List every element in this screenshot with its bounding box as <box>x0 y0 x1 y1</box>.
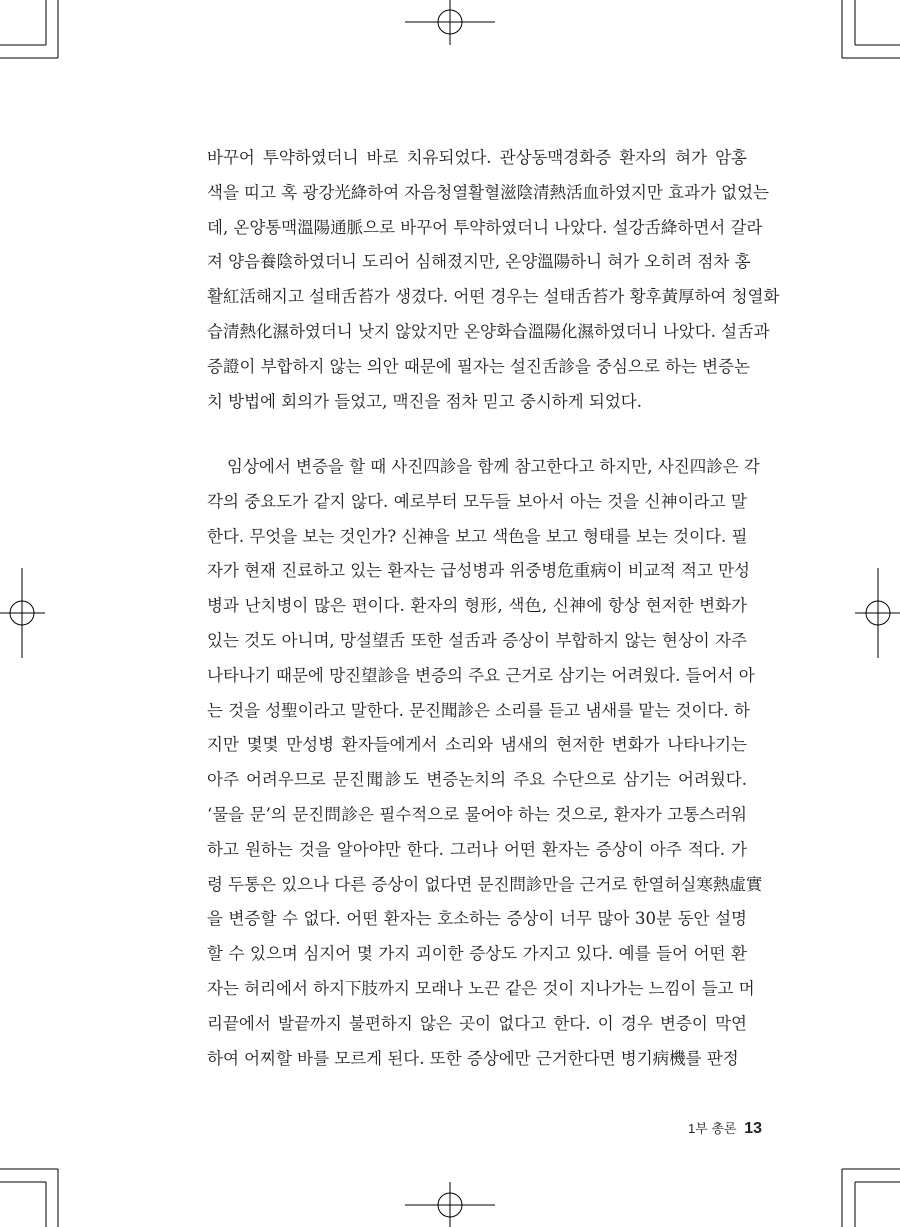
text-line: 데, 온양통맥溫陽通脈으로 바꾸어 투약하였더니 나았다. 설강舌絳하면서 갈라 <box>207 217 763 237</box>
text-line: 자가 현재 진료하고 있는 환자는 급성병과 위중병危重病이 비교적 적고 만성 <box>207 561 750 581</box>
text-line: 자는 허리에서 하지下肢까지 모래나 노끈 같은 것이 지나가는 느낌이 들고 머 <box>207 978 755 998</box>
text-line: 활紅活해지고 설태舌苔가 생겼다. 어떤 경우는 설태舌苔가 황후黃厚하여 청열화 <box>207 287 780 307</box>
text-line: 는 것을 성聖이라고 말한다. 문진聞診은 소리를 듣고 냄새를 맡는 것이다. 하 <box>207 700 750 720</box>
text-line: 색을 띠고 혹 광강光絳하여 자음청열활혈滋陰清熱活血하였지만 효과가 없었는 <box>207 182 769 202</box>
text-line: 한다. 무엇을 보는 것인가? 신神을 보고 색色을 보고 형태를 보는 것이다. 필 <box>207 526 748 546</box>
text-line: 습清熱化濕하였더니 낫지 않았지만 온양화습溫陽化濕하였더니 나았다. 설舌과 <box>207 321 770 341</box>
text-line: 을 변증할 수 없다. 어떤 환자는 호소하는 증상이 너무 많아 30분 동안 설명 <box>207 909 747 929</box>
paragraph-1 <box>207 141 780 419</box>
text-line: 병과 난치병이 많은 편이다. 환자의 형形, 색色, 신神에 항상 현저한 변화가 <box>207 596 747 616</box>
section-label: 1부 총론 <box>688 1121 737 1136</box>
text-line: 리끝에서 발끝까지 불편하지 않은 곳이 없다고 한다. 이 경우 변증이 막연 <box>207 1013 747 1033</box>
text-line: 져 양음養陰하였더니 도리어 심해졌지만, 온양溫陽하니 혀가 오히려 점차 홍 <box>207 252 751 272</box>
text-line: 치 방법에 회의가 들었고, 맥진을 점차 믿고 중시하게 되었다. <box>207 391 642 411</box>
page-number: 13 <box>744 1120 762 1137</box>
page-footer <box>688 1118 762 1138</box>
text-line: 나타나기 때문에 망진望診을 변증의 주요 근거로 삼기는 어려웠다. 들어서 아 <box>207 665 755 685</box>
text-line: 증證이 부합하지 않는 의안 때문에 필자는 설진舌診을 중심으로 하는 변증논 <box>207 356 750 376</box>
text-line: 있는 것도 아니며, 망설望舌 또한 설舌과 증상이 부합하지 않는 현상이 자주 <box>207 630 747 650</box>
text-line: 지만 몇몇 만성병 환자들에게서 소리와 냄새의 현저한 변화가 나타나기는 <box>207 735 747 755</box>
text-line: 할 수 있으며 심지어 몇 가지 괴이한 증상도 가지고 있다. 예를 들어 어떤 환 <box>207 944 747 964</box>
text-line: 하고 원하는 것을 알아야만 한다. 그러나 어떤 환자는 증상이 아주 적다. 가 <box>207 839 747 859</box>
text-line: 하여 어찌할 바를 모르게 된다. 또한 증상에만 근거한다면 병기病機를 판정 <box>207 1048 739 1068</box>
text-line: 임상에서 변증을 할 때 사진四診을 함께 참고한다고 하지만, 사진四診은 각 <box>227 457 760 476</box>
text-line: 각의 중요도가 같지 않다. 예로부터 모두들 보아서 아는 것을 신神이라고 말 <box>207 491 747 511</box>
text-line: 령 두통은 있으나 다른 증상이 없다면 문진問診만을 근거로 한열허실寒熱虛實 <box>207 874 763 894</box>
text-line: ‘물을 문’의 문진問診은 필수적으로 물어야 하는 것으로, 환자가 고통스러워 <box>207 804 747 824</box>
text-line: 아주 어려우므로 문진聞診도 변증논치의 주요 수단으로 삼기는 어려웠다. <box>207 770 747 790</box>
text-line: 바꾸어 투약하였더니 바로 치유되었다. 관상동맥경화증 환자의 혀가 암홍 <box>207 148 747 167</box>
paragraph-2 <box>207 450 763 1076</box>
